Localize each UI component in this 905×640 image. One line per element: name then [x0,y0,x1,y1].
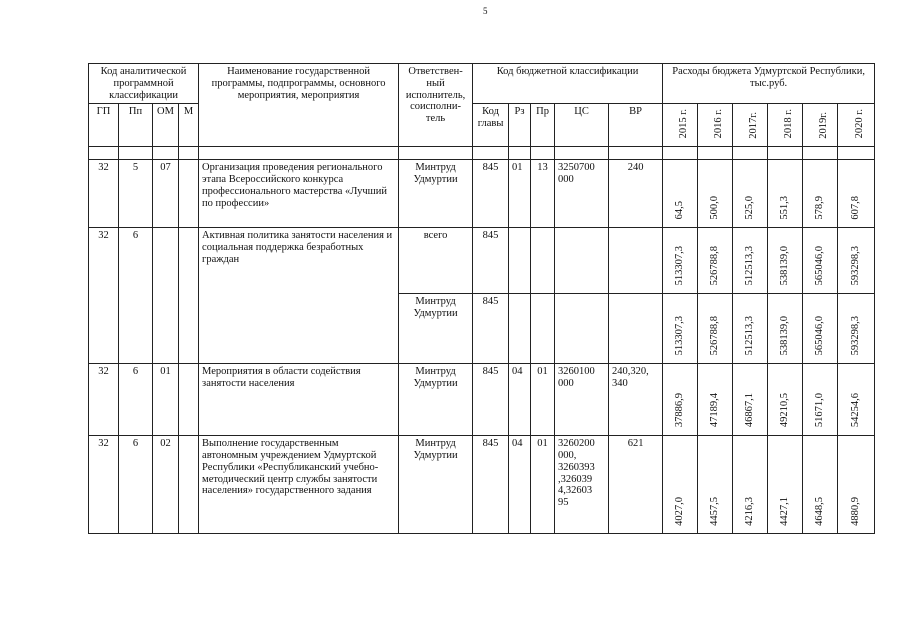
header-kod-glavy: Код главы [473,104,509,147]
header-om: ОМ [153,104,179,147]
header-year [838,104,875,147]
cell-m [179,228,199,364]
cell-kod: 845 [473,160,509,228]
table-row [89,436,875,534]
cell-value: 512513,3 [733,228,768,294]
cell-value: 37886,9 [663,364,698,436]
cell-cs [555,294,609,364]
budget-table [88,63,875,534]
cell-gp: 32 [89,364,119,436]
header-year [768,104,803,147]
cell-m [179,436,199,534]
cell-cs: 3260200 000, 3260393 ,326039 4,32603 95 [555,436,609,534]
cell-value: 47189,4 [698,364,733,436]
header-name: Наименование государственной программы, подпрограммы, основного мероприятия, мероприятия [199,64,399,147]
cell-om [153,228,179,364]
cell-value: 513307,3 [663,228,698,294]
cell-rz [509,228,531,294]
year-label: 2019г. [818,111,830,139]
cell-value: 525,0 [733,160,768,228]
cell-name: Организация проведения регионального этапа Всероссийского конкурса профессионального мастерства «Лучший по профессии» [199,160,399,228]
header-cs: ЦС [555,104,609,147]
cell-value: 4648,5 [803,436,838,534]
cell-value: 565046,0 [803,228,838,294]
year-label: 2017г. [748,111,760,139]
cell-value: 4427,1 [768,436,803,534]
cell-value: 49210,5 [768,364,803,436]
cell-pr: 01 [531,436,555,534]
header-vr: ВР [609,104,663,147]
cell-pr: 01 [531,364,555,436]
header-year [803,104,838,147]
cell-gp: 32 [89,228,119,364]
cell-value: 54254,6 [838,364,875,436]
header-rz: Рз [509,104,531,147]
cell-value: 607,8 [838,160,875,228]
cell-value: 4880,9 [838,436,875,534]
header-year [733,104,768,147]
header-row-1 [89,64,875,104]
cell-pp: 6 [119,228,153,364]
header-gp: ГП [89,104,119,147]
cell-value: 51671,0 [803,364,838,436]
cell-value: 565046,0 [803,294,838,364]
cell-pr [531,294,555,364]
header-pp: Пп [119,104,153,147]
cell-responsible: Минтруд Удмуртии [399,436,473,534]
cell-om: 02 [153,436,179,534]
header-pr: Пр [531,104,555,147]
cell-m [179,364,199,436]
cell-value: 526788,8 [698,294,733,364]
cell-responsible: Минтруд Удмуртии [399,364,473,436]
cell-gp: 32 [89,436,119,534]
header-analytic-code: Код аналитической программной классификации [89,64,199,104]
cell-pr: 13 [531,160,555,228]
cell-value: 578,9 [803,160,838,228]
cell-cs [555,228,609,294]
cell-om: 01 [153,364,179,436]
cell-vr [609,228,663,294]
year-label: 2015 г. [678,109,690,139]
cell-rz: 04 [509,436,531,534]
cell-gp: 32 [89,160,119,228]
cell-responsible: Минтруд Удмуртии [399,294,473,364]
cell-value: 551,3 [768,160,803,228]
header-responsible: Ответствен-ный исполнитель, соисполни-тель [399,64,473,147]
cell-om: 07 [153,160,179,228]
cell-responsible: всего [399,228,473,294]
cell-m [179,160,199,228]
cell-kod: 845 [473,228,509,294]
cell-kod: 845 [473,294,509,364]
cell-value: 512513,3 [733,294,768,364]
cell-value: 526788,8 [698,228,733,294]
cell-cs: 3260100 000 [555,364,609,436]
cell-name: Активная политика занятости населения и социальная поддержка безработных граждан [199,228,399,364]
header-budget-code: Код бюджетной классификации [473,64,663,104]
cell-responsible: Минтруд Удмуртии [399,160,473,228]
cell-value: 4457,5 [698,436,733,534]
cell-pr [531,228,555,294]
cell-value: 46867,1 [733,364,768,436]
year-label: 2018 г. [783,109,795,139]
year-label: 2016 г. [713,109,725,139]
cell-cs: 3250700 000 [555,160,609,228]
header-year [663,104,698,147]
cell-vr: 240,320, 340 [609,364,663,436]
header-year [698,104,733,147]
cell-vr [609,294,663,364]
cell-kod: 845 [473,436,509,534]
table-row [89,160,875,228]
cell-value: 538139,0 [768,294,803,364]
cell-value: 64,5 [663,160,698,228]
cell-name: Выполнение государственным автономным учреждением Удмуртской Республики «Республиканский учебно-методический центр службы занятости населения» государственного задания [199,436,399,534]
header-expenses: Расходы бюджета Удмуртской Республики, тыс.руб. [663,64,875,104]
table-row [89,364,875,436]
cell-value: 513307,3 [663,294,698,364]
cell-value: 593298,3 [838,228,875,294]
header-m: М [179,104,199,147]
cell-kod: 845 [473,364,509,436]
cell-vr: 621 [609,436,663,534]
cell-value: 500,0 [698,160,733,228]
cell-rz: 01 [509,160,531,228]
cell-pp: 6 [119,436,153,534]
cell-rz [509,294,531,364]
year-label: 2020 г. [854,109,866,139]
cell-pp: 6 [119,364,153,436]
cell-value: 593298,3 [838,294,875,364]
cell-name: Мероприятия в области содействия занятости населения [199,364,399,436]
cell-value: 538139,0 [768,228,803,294]
cell-value: 4027,0 [663,436,698,534]
table-row [89,228,875,294]
cell-rz: 04 [509,364,531,436]
page-number: 5 [483,6,488,16]
cell-value: 4216,3 [733,436,768,534]
spacer-row [89,147,875,160]
cell-vr: 240 [609,160,663,228]
cell-pp: 5 [119,160,153,228]
